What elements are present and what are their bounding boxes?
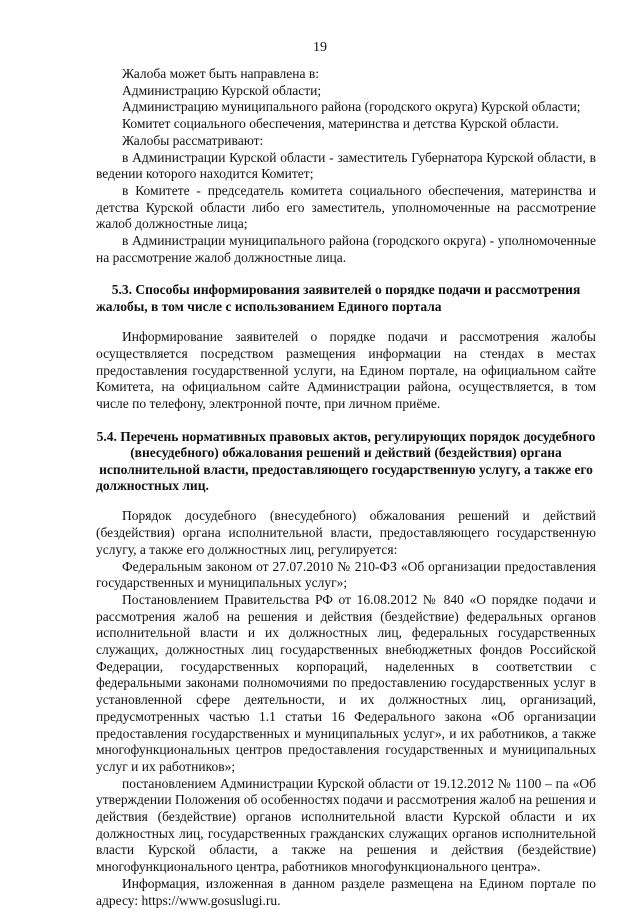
paragraph-complaint-may-be-sent: Жалоба может быть направлена в: bbox=[122, 66, 319, 81]
paragraph-informing-applicants: Информирование заявителей о порядке подачи и рассмотрения жалобы осуществляется посредством размещения информации на стендах в местах предоставления государственной услуги, на Едином портале, на официальном сайте Комитета, на официальном сайте Администрации района, осуществляется, в том числе по телефону, электронной почте, при личном приёме. bbox=[96, 329, 596, 412]
page-number: 19 bbox=[313, 40, 327, 55]
paragraph-government-resolution-840: Постановлением Правительства РФ от 16.08.2012 № 840 «О порядке подачи и рассмотрения жалоб на решения и действия (бездействие) федеральных органов исполнительной власти и их должностных лиц, федеральных государственных служащих, должностных лиц государственных внебюджетных фондов Российской Федерации, государственных корпораций, наделенных в соответствии с федеральными законами полномочиями по предоставлению государственных услуг в установленной сфере деятельности, и их должностных лиц, организаций, предусмотренных частью 1.1 статьи 16 Федерального закона «Об организации предоставления государственных и муниципальных услуг», и их работников, а также многофункциональных центров предоставления государственных и муниципальных услуг и их работников»; bbox=[96, 591, 596, 774]
paragraph-committee: Комитет социального обеспечения, материнства и детства Курской области. bbox=[122, 116, 559, 132]
paragraph-federal-law-210: Федеральным законом от 27.07.2010 № 210-ФЗ «Об организации предоставления государственных и муниципальных услуг»; bbox=[96, 558, 596, 591]
paragraph-deputy-governor: в Администрации Курской области - заместитель Губернатора Курской области, в ведении которого находится Комитет; bbox=[96, 149, 596, 182]
heading-section-5-4: 5.4. Перечень нормативных правовых актов, регулирующих порядок досудебного (внесудебного) обжалования решений и действий (бездействия) органа исполнительной власти, предоставляющего государственную услугу, а также его должностных лиц. bbox=[96, 428, 596, 493]
paragraph-regional-administration: Администрацию Курской области; bbox=[122, 82, 322, 98]
paragraph-portal-information: Информация, изложенная в данном разделе размещена на Едином портале по адресу: https://www.gosuslugi.ru. bbox=[96, 875, 596, 908]
paragraph-appeal-procedure: Порядок досудебного (внесудебного) обжалования решений и действий (бездействия) органа исполнительной власти, предоставляющего государственную услугу, а также его должностных лиц, регулируется: bbox=[96, 508, 596, 557]
paragraph-regional-resolution-1100: постановлением Администрации Курской области от 19.12.2012 № 1100 – па «Об утверждении Положения об особенностях подачи и рассмотрения жалоб на решения и действия (бездействие) органов исполнительной власти Курской области и их должностных лиц, государственных гражданских служащих органов исполнительной власти Курской области, а также на решения и действия (бездействие) многофункционального центра, работников многофункционального центра». bbox=[96, 775, 596, 875]
paragraph-complaints-reviewed-by: Жалобы рассматривают: bbox=[122, 132, 264, 148]
paragraph-municipal-officials: в Администрации муниципального района (городского округа) - уполномоченные на рассмотрение жалоб должностные лица. bbox=[96, 233, 596, 265]
document-body bbox=[96, 66, 596, 909]
paragraph-committee-chair: в Комитете - председатель комитета социального обеспечения, материнства и детства Курской области либо его заместитель, уполномоченные на рассмотрение жалоб должностные лица; bbox=[96, 182, 596, 232]
paragraph-municipal-administration: Администрацию муниципального района (городского округа) Курской области; bbox=[122, 99, 581, 115]
heading-section-5-3: 5.3. Способы информирования заявителей о порядке подачи и рассмотрения жалобы, в том числе с использованием Единого портала bbox=[96, 282, 581, 314]
